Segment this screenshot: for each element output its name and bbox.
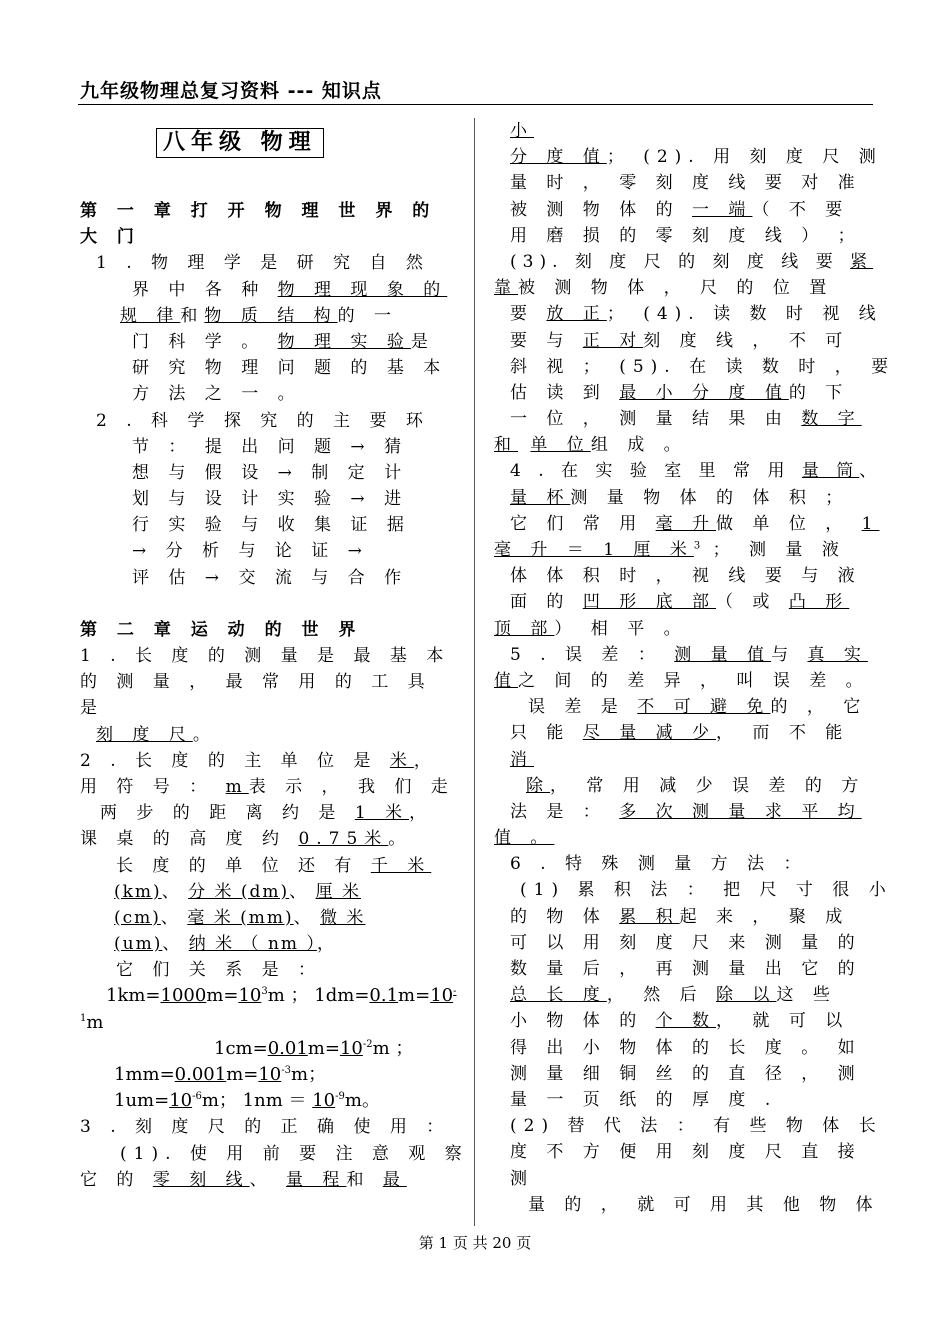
ch2-line: (km)、 分 米 (dm)、 厘 米 — [114, 881, 361, 902]
ch1-p2-line: 想 与 假 设 → 制 定 计 — [132, 462, 409, 483]
ch1-p2-line: → 分 析 与 论 证 → — [132, 541, 369, 562]
right-line: 误 差 是 不 可 避 免的 ， 它 — [528, 697, 868, 718]
right-line: 量 杯测 量 物 体 的 体 积 ； — [510, 487, 850, 508]
right-line: 面 的 凹 形 底 部（ 或 凸 形 — [510, 592, 850, 613]
right-line: 数 量 后 ， 再 测 量 出 它 的 — [510, 959, 862, 979]
ch1-p1-line: 研 究 物 理 问 题 的 基 本 — [132, 358, 448, 379]
chapter1-heading-cont: 大 门 — [80, 227, 141, 248]
chapter2-heading: 第 二 章 运 动 的 世 界 — [80, 619, 363, 640]
ch1-p1-line: 规 律和物 质 结 构的 一 — [120, 305, 399, 326]
ch2-line: 3 . 刻 度 尺 的 正 确 使 用 ： — [80, 1117, 451, 1138]
unit-formula: $1km=1000m=10^3m$ ； 1dm=0.1m=10- — [106, 985, 457, 1007]
left-column — [80, 118, 469, 1193]
right-line: 要 与 正 对刻 度 线 ， 不 可 — [510, 330, 850, 351]
section-title-box: 八年级 物理 — [156, 128, 324, 158]
unit-formula: $1um=10^{-6}m$； $1nm = 10^{-9}m$。 — [114, 1090, 380, 1112]
right-line: 用 磨 损 的 零 刻 度 线 ） ； — [510, 225, 862, 246]
ch2-line: 2 . 长 度 的 主 单 位 是 米， — [80, 750, 438, 771]
ch2-line: 的 测 量 ， 最 常 用 的 工 具 — [80, 672, 432, 693]
right-line: 它 们 常 用 毫 升做 单 位 ， 1 — [510, 513, 880, 534]
ch1-p1-line: 门 科 学 。 物 理 实 验是 — [132, 331, 435, 352]
ch1-p1-line: 界 中 各 种 物 理 现 象 的 — [132, 279, 448, 300]
right-line: (2) 替 代 法 ： 有 些 物 体 长 — [510, 1116, 883, 1137]
right-line: 量 一 页 纸 的 厚 度 . — [510, 1089, 778, 1110]
ch2-line: 是 — [80, 698, 104, 719]
right-line: 除， 常 用 减 少 误 差 的 方 — [526, 775, 866, 796]
right-line: 分 度 值； (2). 用 刻 度 尺 测 — [510, 147, 883, 168]
right-column — [494, 118, 896, 1218]
ch2-line: 用 符 号 ： m表 示 ， 我 们 走 — [80, 776, 455, 797]
ch2-line: 1 . 长 度 的 测 量 是 最 基 本 — [80, 646, 451, 666]
ch1-p2-line: 2 . 科 学 探 究 的 主 要 环 — [96, 410, 430, 431]
right-line: 靠被 测 物 体 ， 尺 的 位 置 — [494, 278, 834, 299]
ch1-p2-line: 划 与 设 计 实 验 → 进 — [132, 489, 409, 510]
page-footer: 第 1 页 共 20 页 — [418, 1234, 532, 1252]
unit-formula: $1cm=0.01m=10^{-2}m$ ； — [214, 1037, 414, 1059]
right-line: 测 — [510, 1168, 534, 1189]
unit-formula: $^1$m — [80, 1011, 104, 1033]
ch2-line: (cm)、 毫 米 (mm)、 微 米 — [114, 907, 366, 928]
right-line: 一 位 ， 测 量 结 果 由 数 字 — [510, 409, 862, 430]
right-line: 体 体 积 时 ， 视 线 要 与 液 — [510, 566, 862, 587]
column-divider — [474, 118, 475, 1226]
right-line: 被 测 物 体 的 一 端（ 不 要 — [510, 199, 850, 220]
right-line: 量 的 ， 就 可 用 其 他 物 体 — [528, 1194, 880, 1215]
right-line: 6 . 特 殊 测 量 方 法 ： — [510, 854, 808, 875]
ch1-p1-line: 方 法 之 一 。 — [132, 384, 302, 405]
right-line: (3). 刻 度 尺 的 刻 度 线 要 紧 — [510, 251, 874, 272]
right-line: 度 不 方 便 用 刻 度 尺 直 接 — [510, 1142, 862, 1163]
right-line: 顶 部） 相 平 。 — [494, 618, 688, 639]
ch2-line: (1). 使 用 前 要 注 意 观 察 — [120, 1143, 469, 1164]
ch1-p1-line: 1 . 物 理 学 是 研 究 自 然 — [96, 253, 430, 274]
right-line: 可 以 用 刻 度 尺 来 测 量 的 — [510, 932, 862, 953]
right-line: 小 — [510, 121, 534, 141]
ch2-line: 它 的 零 刻 线、 量 程和 最 — [80, 1169, 407, 1190]
right-line: 测 量 细 铜 丝 的 直 径 ， 测 — [510, 1063, 862, 1084]
ch1-p2-line: 行 实 验 与 收 集 证 据 — [132, 515, 411, 536]
ch2-line: 刻 度 尺。 — [96, 724, 217, 745]
ch2-line: (um)、 纳 米 （ nm ）， — [114, 934, 336, 955]
right-line: 毫 升 ＝ 1 厘 米$^3$ ； 测 量 液 — [494, 540, 846, 560]
right-line: 值之 间 的 差 异 ， 叫 误 差 。 — [494, 670, 870, 691]
right-line: 量 时 ， 零 刻 度 线 要 对 准 — [510, 173, 862, 194]
chapter1-heading: 第 一 章 打 开 物 理 世 界 的 — [80, 201, 437, 221]
right-line: 要 放 正； (4). 读 数 时 视 线 — [510, 304, 883, 325]
right-line: 总 长 度， 然 后 除 以这 些 — [510, 985, 837, 1006]
right-line: 的 物 体 累 积起 来 ， 聚 成 — [510, 906, 850, 927]
right-line: 和 单 位组 成 。 — [494, 435, 688, 456]
right-line: 法 是 ： 多 次 测 量 求 平 均 — [510, 801, 862, 822]
header-rule — [78, 104, 873, 105]
right-line: 4 . 在 实 验 室 里 常 用 量 筒、 — [510, 461, 883, 482]
ch1-p2-line: 节 ： 提 出 问 题 → 猜 — [132, 436, 409, 457]
right-line: 5 . 误 差 ： 测 量 值与 真 实 — [510, 644, 868, 665]
ch2-line: 它 们 关 系 是 ： — [116, 960, 323, 981]
right-line: 只 能 尽 量 减 少， 而 不 能 — [510, 723, 850, 744]
right-line: 值 。 — [494, 828, 555, 849]
right-line: 小 物 体 的 个 数， 就 可 以 — [510, 1011, 850, 1032]
ch2-line: 长 度 的 单 位 还 有 千 米 — [116, 855, 432, 876]
unit-formula: $1mm=0.001m=10^{-3}m$； — [114, 1064, 327, 1085]
right-line: 斜 视 ； (5). 在 读 数 时 ， 要 — [510, 356, 896, 377]
ch1-p2-line: 评 估 → 交 流 与 合 作 — [132, 567, 409, 588]
right-line: (1) 累 积 法 ： 把 尺 寸 很 小 — [520, 880, 893, 901]
ch2-line: 两 步 的 距 离 约 是 1 米， — [100, 803, 434, 824]
ch2-line: 课 桌 的 高 度 约 0.75米。 — [80, 829, 413, 850]
right-line: 得 出 小 物 体 的 长 度 。 如 — [510, 1037, 862, 1058]
right-line: 消 — [510, 749, 534, 770]
right-line: 估 读 到 最 小 分 度 值的 下 — [510, 382, 850, 403]
document-header-title: 九年级物理总复习资料 --- 知识点 — [80, 80, 382, 102]
